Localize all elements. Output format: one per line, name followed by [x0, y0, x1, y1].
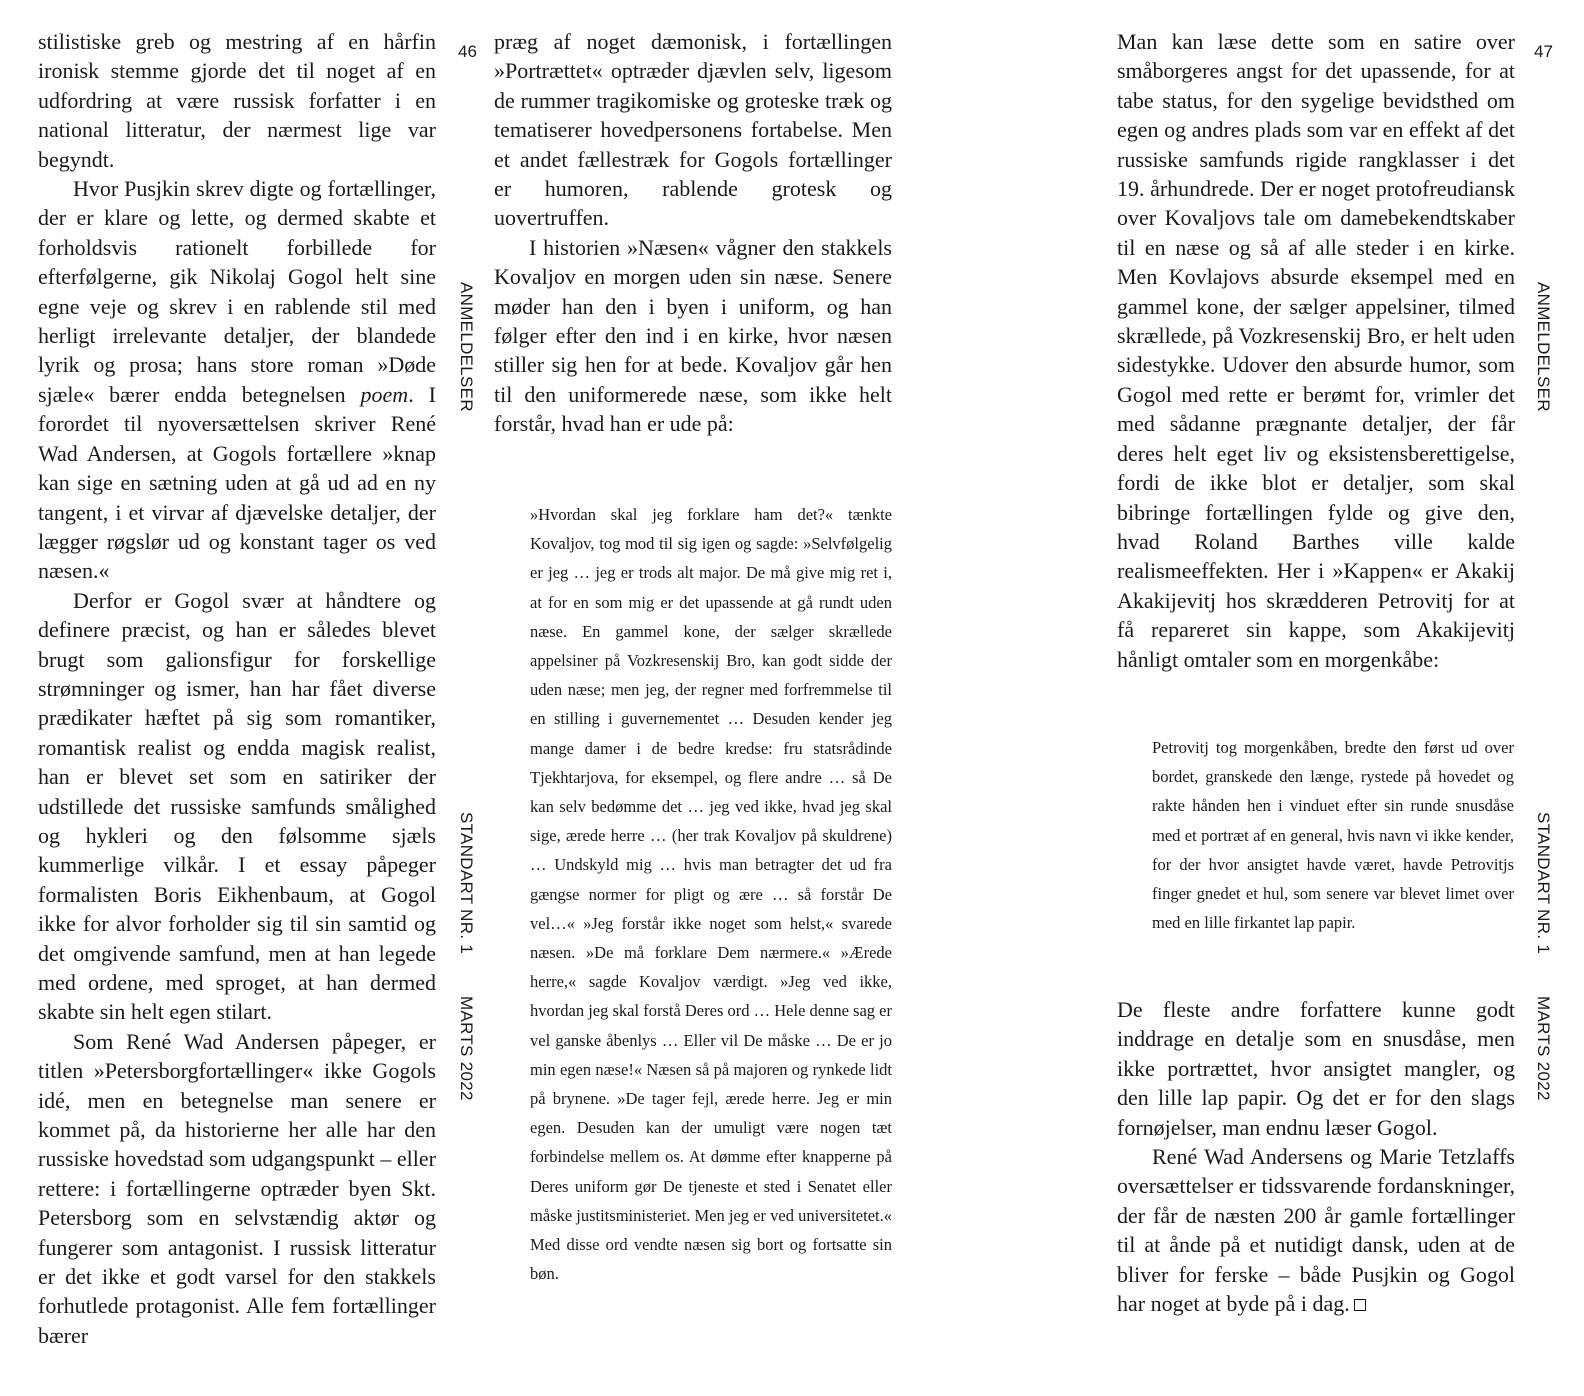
paragraph	[1117, 1142, 1515, 1318]
page-number-left: 46	[458, 42, 477, 61]
block-quote: Petrovitj tog morgenkåben, bredte den først ud over bordet, granskede den længe, rystede på hovedet og rakte hånden hen i vinduet efter sin runde snusdåse med et portræt af en general, hvis navn vi ikke kender, for der hvor ansigtet havde været, havde Petrovitjs finger gnedet et hul, som senere var blevet limet over med en lille firkantet lap papir.	[1152, 738, 1514, 933]
right-page-column-continued	[1117, 995, 1515, 1318]
running-head-date: MARTS 2022	[457, 996, 476, 1101]
paragraph: stilistiske greb og mestring af en hårfin ironisk stemme gjorde det til noget af en udfordring at være russisk forfatter i en national litteratur, der nærmest lige var begyndt.	[38, 29, 436, 172]
paragraph	[38, 174, 436, 586]
right-page-column	[1117, 27, 1515, 674]
paragraph: præg af noget dæmonisk, i fortællingen »Portrættet« optræder djævlen selv, ligesom de rummer tragikomiske og groteske træk og tematiserer hovedpersonens fortabelse. Men et andet fællestræk for Gogols fortællinger er humoren, rablende grotesk og uovertruffen.	[494, 29, 892, 231]
running-head-section: ANMELDELSER	[457, 282, 476, 412]
left-page-column-1	[38, 27, 436, 1350]
running-head-section: ANMELDELSER	[1534, 282, 1553, 412]
paragraph-text: René Wad Andersens og Marie Tetzlaffs oversættelser er tidssvarende fordanskninger, der får de næsten 200 år gamle fortællinger til at ånde på et nutidigt dansk, uden at de bliver for ferske – både Pusjkin og Gogol har noget at byde på i dag.	[1117, 1144, 1515, 1317]
left-page-column-2	[494, 27, 892, 439]
paragraph: Man kan læse dette som en satire over småborgeres angst for det upassende, for at tabe status, for den sygelige bevidsthed om egen og andres plads som var en effekt af det russiske samfunds rigide rangklasser i det 19. århundrede. Der er noget protofreudiansk over Kovaljovs tale om damebekendtskaber til en næse og så af alle steder i en kirke. Men Kovlajovs absurde eksempel med en gammel kone, der sælger appelsiner, tilmed skrællede, på Vozkresenskij Bro, er helt uden sidestykke. Udover den absurde humor, som Gogol med rette er berømt for, vrimler det med sådanne prægnante detaljer, der får deres helt eget liv og eksistensberettigelse, fordi de ikke blot er detaljer, som skal bibringe fortællingen fylde og give den, hvad Roland Barthes ville kalde realismeeffekten. Her i »Kappen« er Akakij Akakijevitj hos skrædderen Petrovitj for at få repareret sin kappe, som Akakijevitj hånligt omtaler som en morgenkåbe:	[1117, 29, 1515, 672]
paragraph-text: Hvor Pusjkin skrev digte og fortællinger, der er klare og lette, og dermed skabte et forholdsvis rationelt forbillede for efterfølgerne, gik Nikolaj Gogol helt sine egne veje og skrev i en rablende stil med herligt irrelevante detaljer, der blandede lyrik og prosa; hans store roman »Døde sjæle« bærer endda betegnelsen	[38, 176, 436, 407]
running-head-date: MARTS 2022	[1534, 996, 1553, 1101]
running-head-magazine: STANDART NR. 1	[1534, 812, 1553, 955]
paragraph-text: . I forordet til nyoversættelsen skriver René Wad Andersen, at Gogols fortællere »knap kan sige en sætning uden at gå ud ad en ny tangent, i et virvar af djævelske detaljer, der lægger røgslør ud og konstant tager os ved næsen.«	[38, 381, 436, 584]
page-number-right: 47	[1534, 42, 1553, 61]
paragraph: Som René Wad Andersen påpeger, er titlen »Petersborgfortællinger« ikke Gogols idé, men en betegnelse man senere er kommet på, da historierne her alle har den russiske hovedstad som udgangspunkt – eller rettere: i fortællingerne optræder byen Skt. Petersborg som en selvstændig aktør og fungerer som antagonist. I russisk litteratur er det ikke et godt varsel for den stakkels forhutlede protagonist. Alle fem fortællinger bærer	[38, 1028, 436, 1348]
end-square-icon	[1354, 1299, 1366, 1311]
paragraph: I historien »Næsen« vågner den stakkels Kovaljov en morgen uden sin næse. Senere møder han den i byen i uniform, og han følger efter den ind i en kirke, hvor næsen stiller sig hen for at bede. Kovaljov går hen til den uniformerede næse, som ikke helt forstår, hvad han er ude på:	[494, 234, 892, 437]
block-quote: »Hvordan skal jeg forklare ham det?« tænkte Kovaljov, tog mod til sig igen og sagde: »Selvfølgelig er jeg … jeg er trods alt major. De må give mig ret i, at for en som mig er det upassende at gå rundt uden næse. En gammel kone, der sælger skrællede appelsiner på Vozkresenskij Bro, kan godt sidde der uden næse; men jeg, der regner med forfremmelse til en stilling i guvernementet … Desuden kender jeg mange damer i de bedre kredse: fru statsrådinde Tjekhtarjova, for eksempel, og flere andre … så De kan selv bedømme det … jeg ved ikke, hvad jeg skal sige, ærede herre … (her trak Kovaljov på skuldrene) … Undskyld mig … hvis man betragter det ud fra gængse normer for pligt og ære … så forstår De vel…« »Jeg forstår ikke noget som helst,« svarede næsen. »De må forklare Dem nærmere.« »Ærede herre,« sagde Kovaljov værdigt. »Jeg ved ikke, hvordan jeg skal forstå Deres ord … Hele denne sag er vel ganske åbenlys … Eller vil De måske … De er jo min egen næse!« Næsen så på majoren og rynkede lidt på brynene. »De tager fejl, ærede herre. Jeg er min egen. Desuden kan der umuligt være nogen tæt forbindelse mellem os. At dømme efter knapperne på Deres uniform gør De tjeneste et sted i Senatet eller måske justitsministeriet. Men jeg er ved universitetet.« Med disse ord vendte næsen sig bort og fortsatte sin bøn.	[530, 505, 893, 1284]
paragraph: De fleste andre forfattere kunne godt inddrage en detalje som en snusdåse, men ikke portrættet, hvor ansigtet mangler, og den lille lap papir. Og det er for den slags fornøjelser, man endnu læser Gogol.	[1117, 997, 1515, 1140]
italic-term: poem	[360, 381, 409, 407]
paragraph: Derfor er Gogol svær at håndtere og definere præcist, og han er således blevet brugt som galionsfigur for forskellige strømninger og ismer, han har fået diverse prædikater hæftet på sig som romantiker, romantisk realist og endda magisk realist, han er blevet set som en satiriker der udstillede det russiske samfunds smålighed og hykleri og den følsomme sjæls kummerlige vilkår. I et essay påpeger formalisten Boris Eikhenbaum, at Gogol ikke for alvor forholder sig til sin samtid og det omgivende samfund, men at han legede med ordene, med sproget, at han dermed skabte sin helt egen stilart.	[38, 587, 436, 1025]
running-head-magazine: STANDART NR. 1	[457, 812, 476, 955]
